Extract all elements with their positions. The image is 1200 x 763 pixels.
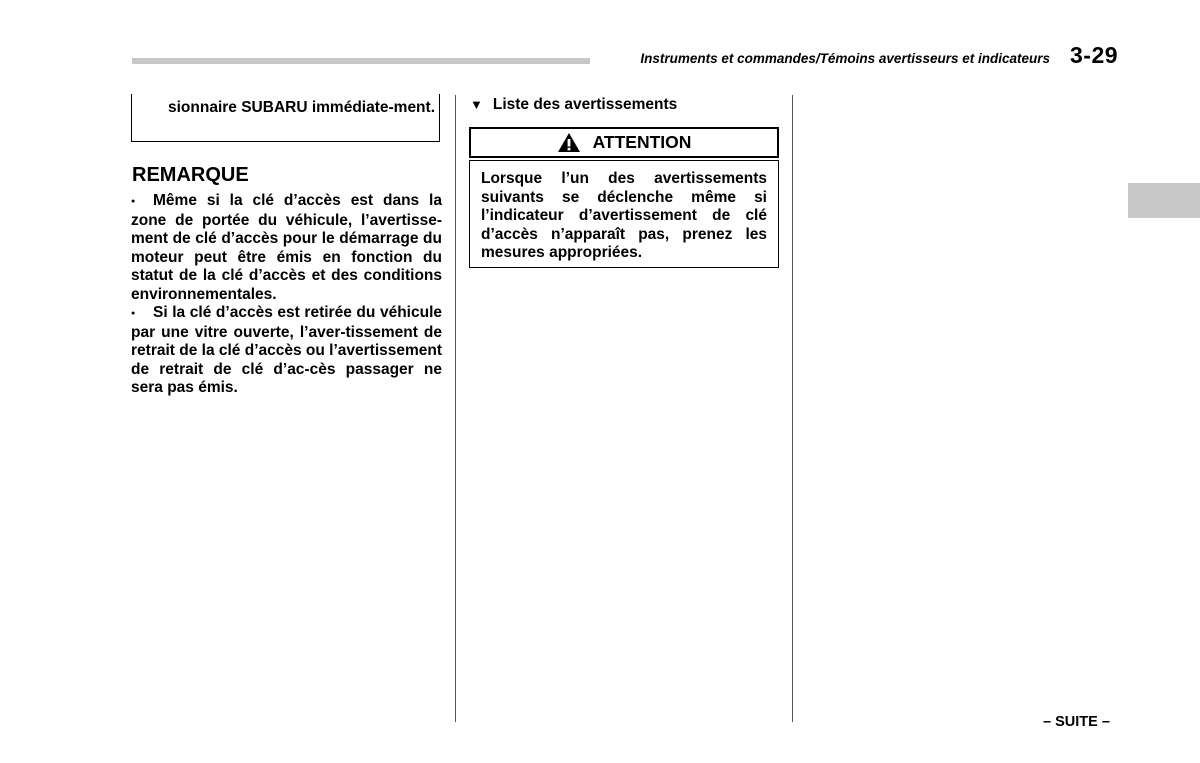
page-number: 3-29 bbox=[1070, 42, 1119, 68]
remarque-bullet-text: Si la clé d’accès est retirée du véhicule par une vitre ouverte, l’aver-tissement de retrait de la clé d’accès ou l’avertissement de retrait de clé d’ac-cès passager ne sera pas émis. bbox=[131, 304, 443, 396]
remarque-title: REMARQUE bbox=[132, 164, 249, 186]
remarque-body bbox=[131, 192, 442, 398]
header-rule bbox=[132, 58, 590, 64]
remarque-bullet-2 bbox=[131, 304, 442, 398]
remarque-bullet-1 bbox=[131, 192, 442, 304]
attention-header bbox=[469, 127, 779, 158]
attention-box bbox=[469, 160, 779, 268]
continued-warning-box bbox=[131, 94, 440, 142]
column-divider-right bbox=[792, 95, 793, 722]
bullet-icon: ● bbox=[131, 310, 136, 317]
section-heading-text: Liste des avertissements bbox=[492, 96, 678, 113]
section-heading bbox=[470, 96, 677, 114]
column-divider-left bbox=[455, 95, 456, 722]
continued-warning-text: sionnaire SUBARU immédiate-ment. bbox=[168, 99, 435, 116]
header-title: Instruments et commandes/Témoins avertisseurs et indicateurs bbox=[640, 51, 1050, 66]
attention-label: ATTENTION bbox=[592, 132, 692, 152]
warning-triangle-icon bbox=[557, 132, 581, 153]
bullet-icon: ● bbox=[131, 198, 136, 205]
remarque-bullet-text: Même si la clé d’accès est dans la zone de portée du véhicule, l’avertisse-ment de clé d’accès pour le démarrage du moteur peut être émis en fonction du statut de la clé d’accès et des conditions environnementales. bbox=[131, 192, 442, 303]
continued-marker: – SUITE – bbox=[1043, 714, 1110, 730]
chapter-tab bbox=[1128, 183, 1200, 218]
attention-text: Lorsque l’un des avertissements suivants se déclenche même si l’indicateur d’avertissement de clé d’accès n’apparaît pas, prenez les mesures appropriées. bbox=[481, 170, 767, 261]
section-marker-icon: ▼ bbox=[470, 97, 483, 112]
